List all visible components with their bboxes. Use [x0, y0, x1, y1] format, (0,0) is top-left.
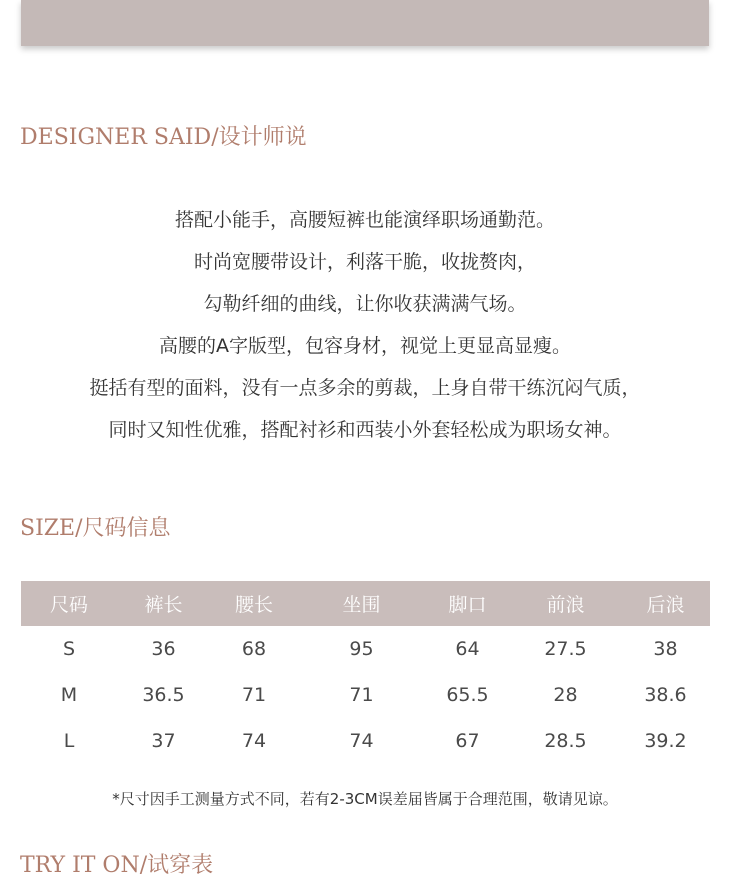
table-cell: 28.5	[544, 730, 587, 752]
description-line: 高腰的A字版型，包容身材，视觉上更显高显瘦。	[159, 335, 571, 357]
column-header-waist: 腰长	[210, 581, 298, 626]
size-table-header-row	[21, 581, 710, 626]
table-cell: 67	[455, 730, 480, 752]
try-it-on-title: TRY IT ON/试穿表	[20, 853, 214, 878]
column-header-front-rise: 前浪	[510, 581, 621, 626]
table-cell: 65.5	[446, 684, 489, 706]
table-cell: 74	[349, 730, 374, 752]
table-cell: 28	[553, 684, 578, 706]
table-cell: M	[60, 684, 78, 706]
description-line: 搭配小能手，高腰短裤也能演绎职场通勤范。	[174, 209, 555, 231]
table-row	[21, 672, 710, 718]
table-cell: 36	[151, 638, 176, 660]
table-cell: 74	[241, 730, 267, 752]
table-cell: 38.6	[644, 684, 687, 706]
table-cell: 36.5	[142, 684, 185, 706]
size-table	[21, 581, 710, 764]
table-row	[21, 718, 710, 764]
designer-said-title: DESIGNER SAID/设计师说	[20, 125, 307, 150]
table-cell: 71	[241, 684, 267, 706]
table-cell: 27.5	[544, 638, 587, 660]
table-cell: 37	[151, 730, 176, 752]
description-line: 时尚宽腰带设计，利落干脆，收拢赘肉，	[193, 251, 536, 273]
description-line: 挺括有型的面料，没有一点多余的剪裁，上身自带干练沉闷气质，	[89, 377, 641, 399]
designer-description	[0, 204, 730, 456]
column-header-hip: 坐围	[298, 581, 425, 626]
column-header-leg-opening: 脚口	[425, 581, 510, 626]
table-cell: L	[63, 730, 75, 752]
table-row	[21, 626, 710, 672]
column-header-back-rise: 后浪	[621, 581, 710, 626]
column-header-size: 尺码	[21, 581, 117, 626]
table-cell: S	[62, 638, 76, 660]
column-header-pants-length: 裤长	[117, 581, 210, 626]
table-cell: 64	[455, 638, 480, 660]
size-info-title: SIZE/尺码信息	[20, 516, 171, 541]
description-line: 勾勒纤细的曲线，让你收获满满气场。	[203, 293, 527, 315]
description-line: 同时又知性优雅，搭配衬衫和西装小外套轻松成为职场女神。	[108, 419, 622, 441]
table-cell: 68	[241, 638, 267, 660]
table-cell: 38	[653, 638, 678, 660]
table-cell: 71	[349, 684, 374, 706]
top-banner-image	[21, 0, 709, 46]
measurement-note: *尺寸因手工测量方式不同，若有2-3CM误差届皆属于合理范围，敬请见谅。	[112, 790, 618, 808]
table-cell: 95	[349, 638, 374, 660]
table-cell: 39.2	[644, 730, 687, 752]
